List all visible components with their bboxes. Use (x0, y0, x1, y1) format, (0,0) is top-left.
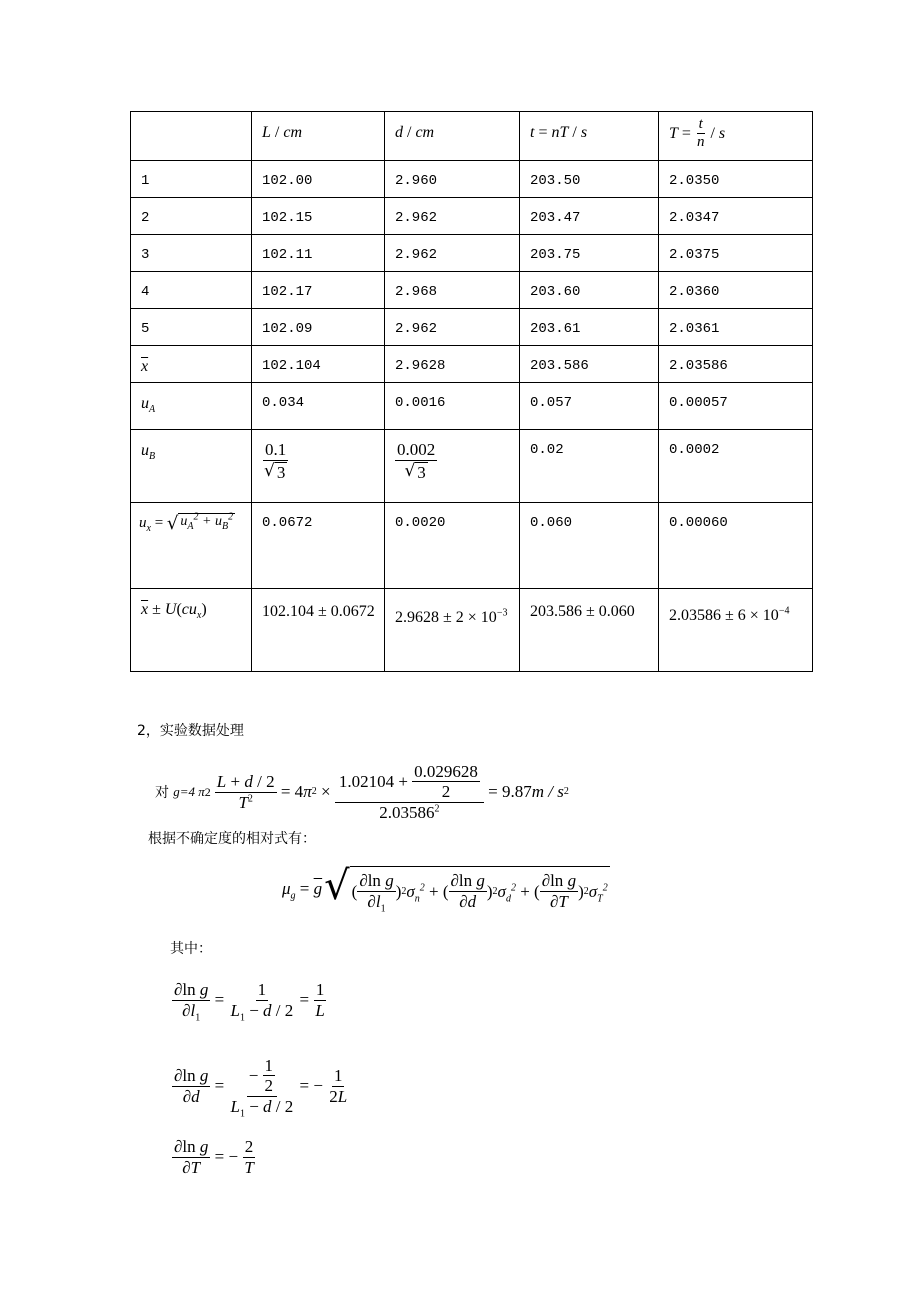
header-T: T = $\frac{t}{n}$ / s (659, 112, 813, 161)
measurement-table (130, 111, 813, 672)
cell-t: 0.02 (520, 430, 659, 503)
cell-t: 203.60 (520, 272, 659, 309)
table-row (131, 272, 813, 309)
row-label-uA: $u_A$ (131, 383, 252, 430)
cell-L: 102.15 (252, 198, 385, 235)
cell-T: 2.0347 (659, 198, 813, 235)
row-label: 1 (131, 161, 252, 198)
derivative-T: $\frac{\text{∂ln g}}{\partial T}$ = − $\frac{2}{T}$ (174, 1136, 254, 1177)
cell-L: 102.17 (252, 272, 385, 309)
cell-T: 0.00057 (659, 383, 813, 430)
equation-g: 对 g=4 π 2 $\frac{L + d / 2}{T^2}$ = 4 π 2 × 1.02104 + $\frac{0.029628}{2}$ 2.03586$^2$ = 9.87 m / s 2 (155, 761, 569, 822)
where-text: 其中： (170, 941, 212, 957)
cell-d: 2.968 (385, 272, 520, 309)
row-label: 4 (131, 272, 252, 309)
cell-T: 2.0361 (659, 309, 813, 346)
table-row-result (131, 589, 813, 672)
cell-t: 0.060 (520, 503, 659, 589)
cell-T: 2.0350 (659, 161, 813, 198)
cell-L: 0.1 √ 3 (252, 430, 385, 503)
cell-d: 2.9628 (385, 346, 520, 383)
relative-text: 根据不确定度的相对式有： (148, 831, 316, 847)
cell-T: 2.0360 (659, 272, 813, 309)
cell-d: $2.9628 \pm 2 \times 10^{-3}$ (385, 589, 520, 672)
table-row-mean (131, 346, 813, 383)
cell-d: 0.0020 (385, 503, 520, 589)
equation-mu-g: $\mu_g$ = $\overline{g}$ √ ( $\frac{\text{∂ln g}}{\partial l_1}$ ) 2 $\sigma_n^2$ + ( $\frac{\text{∂ln g}}{\partial d}$ ) 2 $\sigma_d^2$ + ( $\frac{\text{∂ln g}}{\partial T}$ ) 2 $\sigma_T^2$ (282, 863, 608, 915)
table-row-uB (131, 430, 813, 503)
row-label: 3 (131, 235, 252, 272)
cell-t: 203.61 (520, 309, 659, 346)
cell-L: 102.00 (252, 161, 385, 198)
table-row (131, 309, 813, 346)
cell-L: 102.11 (252, 235, 385, 272)
table-row-ux (131, 503, 813, 589)
table-row (131, 235, 813, 272)
row-label: 5 (131, 309, 252, 346)
header-empty-cell (131, 112, 252, 161)
cell-L: 0.034 (252, 383, 385, 430)
cell-T: 0.00060 (659, 503, 813, 589)
cell-d: 0.0016 (385, 383, 520, 430)
cell-t: 203.50 (520, 161, 659, 198)
header-t: t = nT / s (520, 112, 659, 161)
cell-L: 102.104 ± 0.0672 (252, 589, 385, 672)
cell-d: 2.960 (385, 161, 520, 198)
row-label: 2 (131, 198, 252, 235)
cell-t: 0.057 (520, 383, 659, 430)
row-label-uB: $u_B$ (131, 430, 252, 503)
cell-t: 203.586 ± 0.060 (520, 589, 659, 672)
table-header-row (131, 112, 813, 161)
row-label-ux: $u_x$ = √ $u_A^2 + u_B^2$ (131, 503, 252, 589)
cell-d: 2.962 (385, 309, 520, 346)
row-label-result: $\overline{x} \pm U(cu_x)$ (131, 589, 252, 672)
cell-L: 102.104 (252, 346, 385, 383)
cell-d: 2.962 (385, 198, 520, 235)
derivative-d: $\frac{\text{∂ln g}}{\partial d}$ = − $\frac{1}{2}$ $L_1 - d / 2$ = − $\frac{1}{2L}$ (174, 1055, 348, 1120)
cell-t: 203.586 (520, 346, 659, 383)
derivative-l1: $\frac{\text{∂ln g}}{\partial l_1}$ = $\frac{1}{L_1 - d / 2}$ = $\frac{1}{L}$ (174, 979, 325, 1023)
header-L: L / cm (252, 112, 385, 161)
cell-T: 0.0002 (659, 430, 813, 503)
cell-T: $2.03586 \pm 6 \times 10^{-4}$ (659, 589, 813, 672)
cell-t: 203.47 (520, 198, 659, 235)
row-label-mean: $\overline{x}$ (131, 346, 252, 383)
table-row (131, 161, 813, 198)
cell-t: 203.75 (520, 235, 659, 272)
header-d: d / cm (385, 112, 520, 161)
section-title: 2，实验数据处理 (137, 723, 244, 739)
table-row-uA (131, 383, 813, 430)
cell-d: 2.962 (385, 235, 520, 272)
cell-d: 0.002 √ 3 (385, 430, 520, 503)
cell-L: 102.09 (252, 309, 385, 346)
cell-L: 0.0672 (252, 503, 385, 589)
table-row (131, 198, 813, 235)
cell-T: 2.0375 (659, 235, 813, 272)
cell-T: 2.03586 (659, 346, 813, 383)
